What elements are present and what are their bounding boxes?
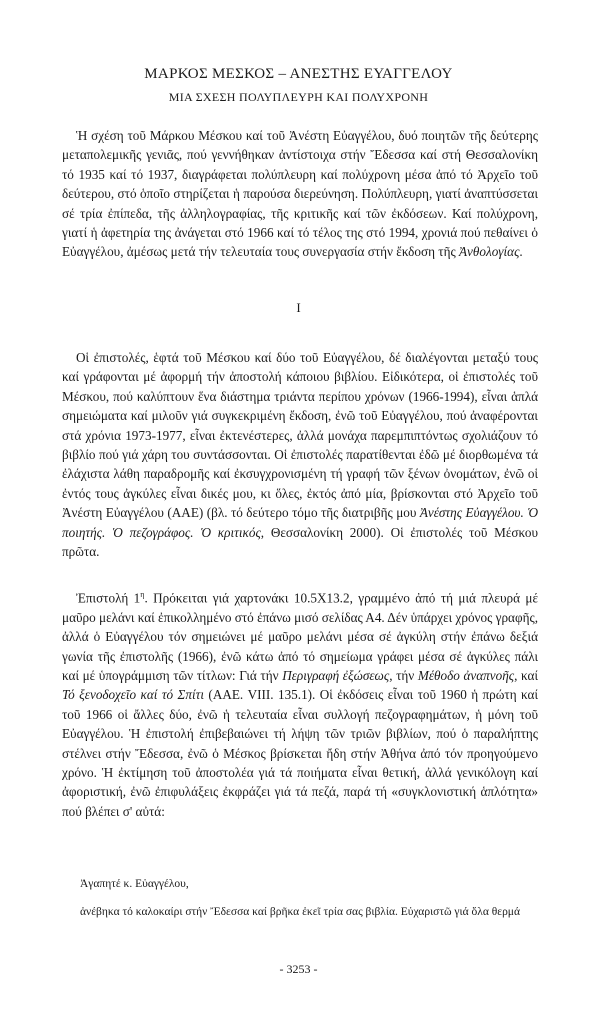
letter1-paragraph xyxy=(62,585,538,821)
dissertation-title: Ἀνέστης Εὐαγγέλου. Ὁ ποιητής. Ὁ πεζογράφος. Ὁ κριτικός xyxy=(62,505,539,540)
intro-paragraph xyxy=(62,126,538,262)
quote-line: ἀνέβηκα τό καλοκαίρι στήν Ἔδεσσα καί βρῆκα ἐκεῖ τρία σας βιβλία. Εὐχαριστῶ γιά ὅλα θερμά xyxy=(80,906,520,918)
letters-text-a: Οἱ ἐπιστολές, ἑφτά τοῦ Μέσκου καί δύο τοῦ Εὐαγγέλου, δέ διαλέγονται μεταξύ τους καί γράφονται μέ ἀφορμή τήν ἀποστολή κάποιου βιβλίου. Εἰδικότερα, οἱ ἐπιστολές τοῦ Μέσκου, πού καλύπτουν ἕνα διάστημα τριάντα περίπου χρόνων (1966-1994), εἶναι ἁπλά σημειώματα καί μιλοῦν γιά συγκεκριμένη ἔκδοση, ἐνῶ τοῦ Εὐαγγέλου, πού ἀναφέρονται στά χρόνια 1973-1977, εἶναι ἐκτενέστερες, ἀλλά μονάχα παρεμπιπτόντως σχολιάζουν τό βιβλίο πού γιά χάρη του συντάσσονται. Οἱ ἐπιστολές παρατίθενται ἐδῶ μέ διορθωμένα τά ἐλάχιστα λάθη παραδρομῆς καί ἐκσυγχρονισμένη τή γραφή τῶν ξένων ὀνομάτων, ἐνῶ οἱ ἐντός τους ἀγκύλες εἶναι δικές μου, κι ὅλες, ἐκτός ἀπό μία, βρίσκονται στό Ἀρχεῖο τοῦ Ἀνέστη Εὐαγγέλου (ΑΑΕ) (βλ. τό δεύτερο τόμο τῆς διατριβῆς μου xyxy=(62,350,538,521)
letter1-text-d: (ΑΑΕ. VIII. 135.1). Οἱ ἐκδόσεις εἶναι τοῦ 1960 ἡ πρώτη καί τοῦ 1966 οἱ ἄλλες δύο, ἐνῶ ἡ τελευταία εἶναι συλλογή πεζογραφημάτων, ἡ μόνη τοῦ Εὐαγγέλου. Ἡ ἐπιστολή ἐπιβεβαιώνει τή λήψη τῶν τριῶν βιβλίων, πού ὁ παραλήπτης στέλνει στήν Ἔδεσσα, ἐνῶ ὁ Μέσκος βρίσκεται ἤδη στήν Ἀθήνα ἀπό τόν προηγούμενο χρόνο. Ἡ ἐκτίμηση τοῦ ἀποστολέα γιά τά ποιήματα εἶναι θετική, ἀλλά γενικόλογη καί ἀφοριστική, ἐνῶ ἐπιφυλάξεις ἐκφράζει γιά τά πεζά, παρά τή «συγκλονιστική ἁπλότητα» πού βλέπει σ' αὐτά: xyxy=(62,687,538,819)
letters-paragraph xyxy=(62,348,538,561)
book-title-3: Τό ξενοδοχεῖο καί τό Σπίτι xyxy=(62,687,205,703)
book-title-2: Μέθοδο ἀναπνοῆς xyxy=(417,668,515,684)
section-marker: I xyxy=(296,300,301,315)
book-title-1: Περιγραφή ἐξώσεως xyxy=(282,668,390,684)
letter1-label: Ἐπιστολή 1 xyxy=(76,590,141,606)
intro-end: . xyxy=(519,244,523,260)
letter1-sup: η xyxy=(140,590,145,599)
article-subtitle: ΜΙΑ ΣΧΕΣΗ ΠΟΛΥΠΛΕΥΡΗ ΚΑΙ ΠΟΛΥΧΡΟΝΗ xyxy=(168,90,429,104)
quote-salutation: Ἀγαπητέ κ. Εὐαγγέλου, xyxy=(80,878,189,890)
letters-text-b: , Θεσσαλονίκη 2000). Οἱ ἐπιστολές τοῦ Μέσκου πρῶτα. xyxy=(62,524,538,560)
intro-italic-title: Ἀνθολογίας xyxy=(459,244,520,260)
page-number: - 3253 - xyxy=(279,962,318,976)
letter1-text-b: , τήν xyxy=(389,668,418,684)
letter1-text-a: . Πρόκειται γιά χαρτονάκι 10.5Χ13.2, γραμμένο ἀπό τή μιά πλευρά μέ μαῦρο μελάνι καί ἐπικολλημένο στό ἐπάνω μισό σελίδας Α4. Δέν ὑπάρχει χρόνος γραφῆς, ἀλλά ὁ Εὐαγγέλου τόν σημειώνει μέ μαῦρο μελάνι μέσα σέ ἀγκύλη στήν ἐπάνω δεξιά γωνία τῆς ἐπιστολῆς (1966), ἐνῶ κάτω ἀπό τό σημείωμα γράφει μέσα σέ ἀγκύλες πάλι καί μέ ὑπογράμμιση τῶν τίτλων: Γιά τήν xyxy=(62,590,538,684)
intro-text: Ἡ σχέση τοῦ Μάρκου Μέσκου καί τοῦ Ἀνέστη Εὐαγγέλου, δυό ποιητῶν τῆς δεύτερης μεταπολεμικῆς γενιᾶς, πού γεννήθηκαν ἀντίστοιχα στήν Ἔδεσσα καί στή Θεσσαλονίκη τό 1935 καί τό 1937, διαγράφεται πολύπλευρη καί πολύχρονη μέσα ἀπό τό Ἀρχεῖο τοῦ δεύτερου, στό ὁποῖο στηρίζεται ἡ παρούσα διερεύνηση. Πολύπλευρη, γιατί ἀναπτύσσεται σέ τρία ἐπίπεδα, τῆς ἀλληλογραφίας, τῆς κριτικῆς καί τῶν ἐκδόσεων. Καί πολύχρονη, γιατί ἡ ἀφετηρία της ἀνάγεται στό 1966 καί τό τέλος της στό 1994, χρονιά πού πεθαίνει ὁ Εὐαγγέλου, ἀμέσως μετά τήν τελευταία τους συνεργασία στήν ἔκδοση τῆς xyxy=(62,128,538,260)
article-title: ΜΑΡΚΟΣ ΜΕΣΚΟΣ – ΑΝΕΣΤΗΣ ΕΥΑΓΓΕΛΟΥ xyxy=(144,66,453,82)
letter1-text-c: , καί xyxy=(514,668,538,684)
